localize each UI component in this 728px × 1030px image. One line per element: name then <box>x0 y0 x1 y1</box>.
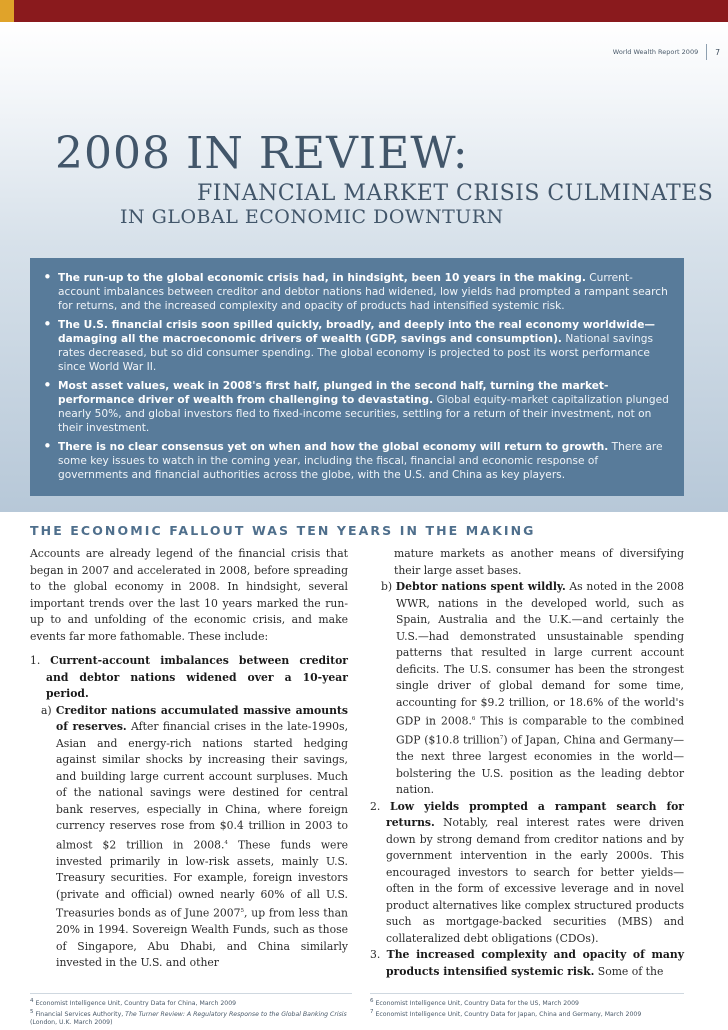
footnote-text: (London, U.K. March 2009) <box>30 1019 113 1027</box>
list-item-3 <box>370 947 684 980</box>
running-header <box>613 44 720 60</box>
list-item-1a <box>30 703 348 972</box>
body-text: This is comparable to the combined GDP ($10.8 trillion <box>396 714 684 747</box>
body-text: ) of Japan, China and Germany—the next three largest economies in the world—bolstering the U.S. position as the leading debtor nation. <box>396 733 684 797</box>
header-divider <box>706 44 707 60</box>
summary-item-lead: Most asset values, weak in 2008's first half, plunged in the second half, turning the market-performance driver of wealth from challenging to devastating. <box>58 380 609 406</box>
list-item-1b <box>370 579 684 799</box>
footnote <box>30 997 352 1008</box>
list-item-heading: Creditor nations accumulated massive amounts of reserves. <box>55 703 348 733</box>
footnote-ref: 5 <box>240 908 245 915</box>
footnote-mark: 4 <box>30 998 34 1004</box>
footnote-ref: 4 <box>224 839 228 846</box>
right-column <box>370 546 684 980</box>
body-text: These funds were invested primarily in low-risk assets, mainly U.S. Treasury securities. For example, foreign investors (private and official) owned nearly 60% of all U.S. Treasuries bonds as of June 2007 <box>56 838 348 920</box>
footnote-rule-left <box>30 993 352 994</box>
summary-item-text: Current-account imbalances between creditor and debtor nations had widened, low yields had prompted a rampant search for returns, and the increased complexity and opacity of products had intensified systemic risk. <box>58 272 668 312</box>
title-line-2: FINANCIAL MARKET CRISIS CULMINATES <box>197 181 714 206</box>
list-item-heading: Current-account imbalances between creditor and debtor nations widened over a 10-year period. <box>46 654 348 700</box>
list-number: 2. <box>370 799 381 813</box>
top-bar <box>0 0 728 22</box>
footnote-mark: 5 <box>30 1009 34 1016</box>
intro-paragraph: Accounts are already legend of the financial crisis that began in 2007 and accelerated in 2008, before spreading to the global economy in 2008. In hindsight, several important trends over the last 10 years marked the run-up to and unfolding of the economic crisis, and make events far more fathomable. These include: <box>30 547 348 643</box>
list-item-heading: Low yields prompted a rampant search for returns. <box>386 799 684 830</box>
footnotes-left <box>30 997 352 1027</box>
summary-item-text: There are some key issues to watch in the coming year, including the fiscal, financial and economic response of governments and financial authorities across the globe, with the U.S. and China as key players. <box>58 441 663 481</box>
footnote-text: Economist Intelligence Unit, Country Data for Japan, China and Germany, March 2009 <box>375 1011 642 1019</box>
footnotes-right <box>370 997 690 1019</box>
list-letter: a) <box>41 703 52 717</box>
list-number: 1. <box>30 654 41 667</box>
body-text: After financial crises in the late-1990s, Asian and energy-rich nations started hedging against similar shocks by increasing their savings, and building large current account surpluses. Much of the national savings were destined for central bank reserves, especially in China, where foreign currency reserves rose from $0.4 trillion in 2003 to almost $2 trillion in 2008. <box>56 720 349 852</box>
summary-item-text: Global equity-market capitalization plunged nearly 50%, and global investors fled to fixed-income securities, settling for a return of their investment, not on their investment. <box>58 394 669 434</box>
list-item-1 <box>30 653 348 703</box>
summary-item <box>58 271 670 313</box>
body-text: Some of the <box>594 964 664 978</box>
summary-item-lead: The U.S. financial crisis soon spilled quickly, broadly, and deeply into the real economy worldwide—damaging all the macroeconomic drivers of wealth (GDP, savings and consumption). <box>58 319 655 345</box>
footnote-text: Economist Intelligence Unit, Country Data for the US, March 2009 <box>375 1000 579 1008</box>
footnote <box>370 997 690 1008</box>
list-item-2 <box>370 799 684 948</box>
body-text: , up from less than 20% in 1994. Sovereign Wealth Funds, such as those of Singapore, Abu Dhabi, and China similarly invested in the U.S. and other <box>56 906 348 970</box>
footnote-rule-right <box>370 993 684 994</box>
footnote-ref: 7 <box>499 735 504 742</box>
body-text: As noted in the 2008 WWR, nations in the developed world, such as Spain, Australia and the U.K.—and certainly the U.S.—had demonstrated unsustainable spending patterns that resulted in large current account deficits. The U.S. consumer has been the strongest single driver of global demand for some time, accounting for $9.2 trillion, or 18.6% of the world's GDP in 2008. <box>396 580 684 728</box>
footnote <box>370 1008 690 1019</box>
section-heading: THE ECONOMIC FALLOUT WAS TEN YEARS IN THE MAKING <box>30 523 536 538</box>
summary-item-text: National savings rates decreased, but so did consumer spending. The global economy is projected to post its worst performance since World War II. <box>58 333 654 373</box>
continued-text: mature markets as another means of diversifying their large asset bases. <box>394 547 684 577</box>
summary-item <box>58 379 670 435</box>
list-item-heading: Debtor nations spent wildly. <box>395 580 566 593</box>
title-line-1: 2008 IN REVIEW: <box>55 128 469 179</box>
footnote-text: Economist Intelligence Unit, Country Data for China, March 2009 <box>35 1000 237 1008</box>
summary-item-lead: The run-up to the global economic crisis had, in hindsight, been 10 years in the making. <box>58 272 586 284</box>
footnote-ref: 6 <box>471 716 476 722</box>
summary-list <box>30 258 684 482</box>
corner-accent <box>0 0 14 22</box>
footnote-mark: 6 <box>370 998 374 1004</box>
list-letter: b) <box>381 580 393 593</box>
body-text: Notably, real interest rates were driven down by strong demand from creditor nations and by government intervention in the early 2000s. This encouraged investors to search for better yields—often in the form of excessive leverage and in novel product alternatives like complex structured products such as mortgage-backed securities (MBS) and collateralized debt obligations (CDOs). <box>386 816 684 945</box>
title-line-3: IN GLOBAL ECONOMIC DOWNTURN <box>120 206 504 228</box>
footnote <box>30 1008 352 1027</box>
footnote-title: The Turner Review: A Regulatory Response to the Global Banking Crisis <box>125 1011 347 1019</box>
left-column <box>30 546 348 972</box>
running-title: World Wealth Report 2009 <box>612 48 699 56</box>
summary-item-lead: There is no clear consensus yet on when and how the global economy will return to growth. <box>58 441 609 453</box>
summary-box <box>30 258 684 496</box>
summary-item <box>58 318 670 374</box>
page-number: 7 <box>715 47 720 57</box>
list-item-heading: The increased complexity and opacity of many products intensified systemic risk. <box>386 948 684 978</box>
summary-item <box>58 440 670 482</box>
list-number: 3. <box>370 948 381 962</box>
footnote-mark: 7 <box>370 1009 374 1016</box>
footnote-text: Financial Services Authority, <box>35 1011 126 1019</box>
